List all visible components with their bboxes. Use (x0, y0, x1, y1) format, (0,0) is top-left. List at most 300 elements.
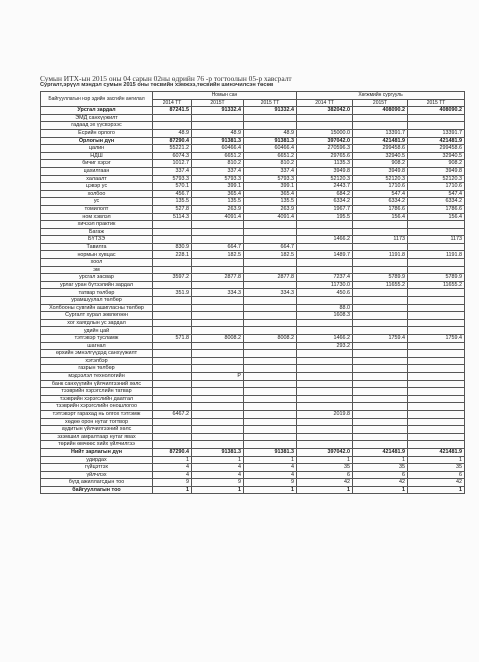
table-row (41, 183, 465, 191)
table-cell: 15000.0 (297, 129, 353, 137)
table-cell (353, 243, 408, 251)
table-cell: 263.9 (244, 205, 297, 213)
table-row (41, 464, 465, 472)
table-cell: 830.9 (153, 243, 192, 251)
table-cell (297, 426, 353, 434)
table-cell (297, 228, 353, 236)
table-cell: 6467.2 (153, 410, 192, 418)
table-cell (297, 357, 353, 365)
table-cell: 337.4 (153, 167, 192, 175)
table-cell: Р (192, 372, 244, 380)
table-cell (192, 418, 244, 426)
table-row (41, 259, 465, 267)
table-cell: 270596.3 (297, 145, 353, 153)
table-cell (192, 410, 244, 418)
table-cell (297, 403, 353, 411)
table-cell (192, 403, 244, 411)
table-cell (192, 266, 244, 274)
table-cell: 1 (353, 456, 408, 464)
table-cell: 87241.5 (153, 107, 192, 115)
row-label: хоол (41, 259, 153, 267)
row-label: байгууллагын тоо (41, 486, 153, 494)
table-cell: 571.8 (153, 335, 192, 343)
table-cell (244, 259, 297, 267)
table-cell: 1759.4 (353, 335, 408, 343)
row-label: Ёсрийн орлого (41, 129, 153, 137)
table-row (41, 403, 465, 411)
table-cell: 1012.7 (153, 160, 192, 168)
table-cell (244, 441, 297, 449)
table-row (41, 372, 465, 380)
table-cell (153, 281, 192, 289)
table-row (41, 388, 465, 396)
table-cell (353, 342, 408, 350)
table-cell (192, 221, 244, 229)
table-cell: 547.4 (353, 190, 408, 198)
table-cell: 527.8 (153, 205, 192, 213)
table-cell: 29765.6 (297, 152, 353, 160)
table-cell: 156.4 (353, 213, 408, 221)
table-cell: 547.4 (408, 190, 465, 198)
table-row (41, 198, 465, 206)
table-cell (408, 327, 465, 335)
table-cell: 135.5 (244, 198, 297, 206)
table-cell (244, 312, 297, 320)
table-cell (153, 403, 192, 411)
column-header-label: Байгууллагын нэр эдийн засгийн ангилал (41, 92, 153, 107)
table-cell: 87290.4 (153, 448, 192, 456)
table-row (41, 281, 465, 289)
table-cell: 399.1 (244, 183, 297, 191)
table-row (41, 479, 465, 487)
table-cell (408, 433, 465, 441)
table-cell: 397042.0 (297, 137, 353, 145)
table-row (41, 304, 465, 312)
table-row (41, 251, 465, 259)
table-cell (297, 380, 353, 388)
table-row (41, 335, 465, 343)
budget-subtitle: Сургалт,эрүүл мэндэл сумын 2015 оны төсвийн хэмжээ,төсвийн шинэчилсэн төсөв (40, 82, 274, 88)
table-cell (244, 342, 297, 350)
table-cell (297, 327, 353, 335)
table-cell (153, 327, 192, 335)
table-cell (244, 410, 297, 418)
table-row (41, 410, 465, 418)
table-cell (244, 297, 297, 305)
table-cell: 1 (297, 486, 353, 494)
table-cell (192, 236, 244, 244)
table-cell: 48.9 (153, 129, 192, 137)
table-row (41, 243, 465, 251)
table-cell: 5114.3 (153, 213, 192, 221)
table-cell: 3949.8 (297, 167, 353, 175)
table-cell: 299458.6 (408, 145, 465, 153)
table-cell (353, 259, 408, 267)
table-row (41, 471, 465, 479)
table-cell (408, 403, 465, 411)
table-cell: 91332.4 (192, 107, 244, 115)
row-label: шагнал (41, 342, 153, 350)
table-cell (244, 380, 297, 388)
table-cell (353, 228, 408, 236)
subcolumn-header: 2015Т (353, 99, 408, 107)
table-cell: 6651.2 (244, 152, 297, 160)
row-label: БҮТЗЭ (41, 236, 153, 244)
table-cell (244, 266, 297, 274)
table-cell (244, 433, 297, 441)
row-label: үйлчлэх (41, 471, 153, 479)
row-label: цахилгаан (41, 167, 153, 175)
table-cell (408, 243, 465, 251)
row-label: удирдах (41, 456, 153, 464)
table-cell (353, 319, 408, 327)
table-row (41, 395, 465, 403)
table-cell: 1 (153, 456, 192, 464)
table-cell: 421481.9 (353, 448, 408, 456)
row-label: гүйцэтгэх (41, 464, 153, 472)
table-cell (192, 342, 244, 350)
table-row (41, 312, 465, 320)
row-label: гадаад эх үүсвэрээс (41, 122, 153, 130)
table-cell (153, 380, 192, 388)
row-label: бүгд ажиллагсдын тоо (41, 479, 153, 487)
table-cell: 684.2 (297, 190, 353, 198)
table-cell: 365.4 (192, 190, 244, 198)
row-label: халаалт (41, 175, 153, 183)
table-cell (408, 441, 465, 449)
table-cell: 42 (408, 479, 465, 487)
table-cell (408, 114, 465, 122)
table-cell: 5793.3 (192, 175, 244, 183)
table-row (41, 380, 465, 388)
table-cell (244, 281, 297, 289)
table-cell (408, 304, 465, 312)
table-cell (297, 350, 353, 358)
table-cell (408, 289, 465, 297)
table-cell: 60466.4 (192, 145, 244, 153)
table-cell: 3949.8 (353, 167, 408, 175)
table-cell (353, 365, 408, 373)
row-label: төрийн өмчөөс хийх үйлчилгээ (41, 441, 153, 449)
row-label: ном хэвлэл (41, 213, 153, 221)
row-label: ЭМД санхүүжилт (41, 114, 153, 122)
table-cell: 135.5 (192, 198, 244, 206)
table-cell (408, 297, 465, 305)
table-cell (297, 122, 353, 130)
table-cell: 55221.2 (153, 145, 192, 153)
table-cell: 351.9 (153, 289, 192, 297)
row-label: цалин (41, 145, 153, 153)
table-cell: 4 (192, 471, 244, 479)
table-cell: 11730.0 (297, 281, 353, 289)
table-row (41, 486, 465, 494)
table-cell (353, 266, 408, 274)
row-label: тэтгэвэр тусламж (41, 335, 153, 343)
table-cell (153, 221, 192, 229)
table-cell: 5793.3 (153, 175, 192, 183)
table-cell: 11655.2 (353, 281, 408, 289)
row-label: урлаг уран бүтээлийн зардал (41, 281, 153, 289)
table-cell (408, 388, 465, 396)
row-label: тээврийн хэрэгслийн даатгал (41, 395, 153, 403)
table-cell (192, 350, 244, 358)
row-label: Багаж (41, 228, 153, 236)
table-cell: 9 (244, 479, 297, 487)
table-cell: 299458.6 (353, 145, 408, 153)
subcolumn-header: 2015 ТТ (244, 99, 297, 107)
table-cell (353, 380, 408, 388)
table-cell: 570.1 (153, 183, 192, 191)
table-cell: 456.7 (153, 190, 192, 198)
table-cell: 1466.2 (297, 236, 353, 244)
table-cell: 91332.4 (244, 107, 297, 115)
table-cell (244, 357, 297, 365)
table-cell: 664.7 (192, 243, 244, 251)
table-cell: 4091.4 (244, 213, 297, 221)
table-cell: 182.5 (244, 251, 297, 259)
table-cell (192, 395, 244, 403)
table-cell (153, 319, 192, 327)
table-cell (192, 319, 244, 327)
table-row (41, 152, 465, 160)
table-cell: 397042.0 (297, 448, 353, 456)
subcolumn-header: 2015 ТТ (408, 99, 465, 107)
budget-table (40, 91, 465, 494)
table-cell: 399.1 (192, 183, 244, 191)
table-row (41, 228, 465, 236)
table-cell (192, 441, 244, 449)
row-label: удийн цай (41, 327, 153, 335)
table-row (41, 160, 465, 168)
table-cell (297, 266, 353, 274)
row-label: эзэмшил амралтаар нутаг явах (41, 433, 153, 441)
table-cell: 421481.9 (408, 137, 465, 145)
table-cell: 3949.8 (408, 167, 465, 175)
table-cell: 1466.2 (297, 335, 353, 343)
table-row (41, 319, 465, 327)
table-cell: 1191.8 (408, 251, 465, 259)
row-label: аудитын үйлчилгээний хөлс (41, 426, 153, 434)
table-cell (408, 395, 465, 403)
table-cell (297, 365, 353, 373)
table-cell (408, 365, 465, 373)
table-cell: 1786.6 (408, 205, 465, 213)
table-cell: 42 (297, 479, 353, 487)
resolution-title: Сумын ИТХ-ын 2015 оны 04 сарын 02ны өдрийн 76 -р тогтоолын 05-р хавсралт (40, 74, 292, 83)
table-cell: 5789.9 (408, 274, 465, 282)
table-cell: 156.4 (408, 213, 465, 221)
table-cell: 1710.6 (353, 183, 408, 191)
table-cell: 6334.2 (297, 198, 353, 206)
table-cell: 4 (153, 471, 192, 479)
row-label: банк санхүүгийн үйлчилгээний хөлс (41, 380, 153, 388)
table-cell (153, 228, 192, 236)
table-cell: 35 (353, 464, 408, 472)
table-cell: 228.1 (153, 251, 192, 259)
table-row (41, 114, 465, 122)
table-cell (153, 259, 192, 267)
table-cell: 6334.2 (408, 198, 465, 206)
table-cell (192, 357, 244, 365)
table-row (41, 327, 465, 335)
table-cell: 4091.4 (192, 213, 244, 221)
table-cell (153, 372, 192, 380)
table-row (41, 357, 465, 365)
table-cell: 6 (408, 471, 465, 479)
subcolumn-header: 2014 ТТ (153, 99, 192, 107)
table-cell: 2877.8 (192, 274, 244, 282)
table-cell (153, 418, 192, 426)
table-cell (297, 259, 353, 267)
row-label: тээврийн хэрэгслийн оношлогоо (41, 403, 153, 411)
table-cell (408, 266, 465, 274)
table-cell: 7237.4 (297, 274, 353, 282)
table-cell (153, 441, 192, 449)
table-cell (192, 122, 244, 130)
table-cell (408, 342, 465, 350)
column-group-music-school: Хөгжмийн сургууль (297, 92, 465, 100)
table-cell: 6334.2 (353, 198, 408, 206)
table-cell (153, 304, 192, 312)
table-row (41, 266, 465, 274)
table-cell (244, 418, 297, 426)
table-cell (353, 426, 408, 434)
table-cell: 1967.7 (297, 205, 353, 213)
table-cell (153, 342, 192, 350)
table-row (41, 137, 465, 145)
table-cell (408, 319, 465, 327)
table-cell: 908.2 (408, 160, 465, 168)
table-cell (244, 403, 297, 411)
table-cell (244, 372, 297, 380)
table-cell: 1191.8 (353, 251, 408, 259)
table-cell (353, 122, 408, 130)
table-cell (408, 312, 465, 320)
table-cell (408, 350, 465, 358)
table-cell: 9 (192, 479, 244, 487)
table-cell: 5789.9 (353, 274, 408, 282)
table-cell: 1786.6 (353, 205, 408, 213)
table-cell: 35 (408, 464, 465, 472)
table-cell: 4 (244, 464, 297, 472)
table-cell (353, 297, 408, 305)
table-cell (153, 266, 192, 274)
table-cell (153, 114, 192, 122)
table-cell (192, 304, 244, 312)
table-cell: 48.9 (244, 129, 297, 137)
table-cell (353, 372, 408, 380)
table-row (41, 342, 465, 350)
table-cell (353, 312, 408, 320)
table-cell (297, 418, 353, 426)
table-cell (297, 297, 353, 305)
subcolumn-header: 2014 ТТ (297, 99, 353, 107)
row-label: өрхийн эмнэлгүүдэд санхүүжилт (41, 350, 153, 358)
table-cell: 2443.7 (297, 183, 353, 191)
row-label: урамшуулал төлбөр (41, 297, 153, 305)
table-cell: 52120.3 (297, 175, 353, 183)
table-cell (297, 114, 353, 122)
table-cell (297, 388, 353, 396)
table-cell (244, 221, 297, 229)
table-cell: 1710.6 (408, 183, 465, 191)
table-cell (192, 259, 244, 267)
row-label: нормын хувцас (41, 251, 153, 259)
table-cell: 421481.9 (353, 137, 408, 145)
table-cell (353, 221, 408, 229)
table-cell (153, 236, 192, 244)
table-cell: 6651.2 (192, 152, 244, 160)
table-cell (408, 372, 465, 380)
table-cell (244, 350, 297, 358)
table-row (41, 221, 465, 229)
table-cell: 87290.4 (153, 137, 192, 145)
table-cell: 1 (244, 456, 297, 464)
table-cell (408, 259, 465, 267)
table-cell (297, 221, 353, 229)
table-cell: 8008.2 (192, 335, 244, 343)
table-cell: 908.2 (353, 160, 408, 168)
table-cell: 1135.3 (297, 160, 353, 168)
table-cell (408, 357, 465, 365)
table-cell: 1173 (353, 236, 408, 244)
table-row (41, 365, 465, 373)
table-cell (353, 357, 408, 365)
table-row (41, 456, 465, 464)
table-cell (408, 418, 465, 426)
table-cell (244, 395, 297, 403)
table-cell (353, 327, 408, 335)
table-cell: 48.9 (192, 129, 244, 137)
table-cell: 4 (192, 464, 244, 472)
table-cell: 1 (408, 456, 465, 464)
table-cell: 195.5 (297, 213, 353, 221)
table-row (41, 236, 465, 244)
table-cell (192, 380, 244, 388)
table-cell: 450.6 (297, 289, 353, 297)
table-cell (353, 289, 408, 297)
table-cell: 32940.5 (353, 152, 408, 160)
table-cell (244, 426, 297, 434)
table-cell (153, 388, 192, 396)
table-cell: 91381.3 (192, 137, 244, 145)
table-cell (192, 312, 244, 320)
table-cell (192, 281, 244, 289)
table-cell: 4 (244, 471, 297, 479)
row-label: томилолт (41, 205, 153, 213)
table-cell (353, 388, 408, 396)
row-label: эм (41, 266, 153, 274)
table-cell: 1 (353, 486, 408, 494)
table-cell: 263.9 (192, 205, 244, 213)
table-cell (297, 319, 353, 327)
row-label: Тавилга (41, 243, 153, 251)
row-label: газрын төлбөр (41, 365, 153, 373)
table-cell: 337.4 (244, 167, 297, 175)
subcolumn-header: 2015Т (192, 99, 244, 107)
table-cell (192, 433, 244, 441)
table-cell (353, 304, 408, 312)
table-cell: 664.7 (244, 243, 297, 251)
table-cell: 810.2 (192, 160, 244, 168)
row-label: хичээл практик (41, 221, 153, 229)
row-label: Сургалт хурал зөвлөгөөн (41, 312, 153, 320)
table-row (41, 107, 465, 115)
table-cell: 6 (353, 471, 408, 479)
table-cell (353, 441, 408, 449)
table-cell: 4 (153, 464, 192, 472)
table-cell: 3597.2 (153, 274, 192, 282)
